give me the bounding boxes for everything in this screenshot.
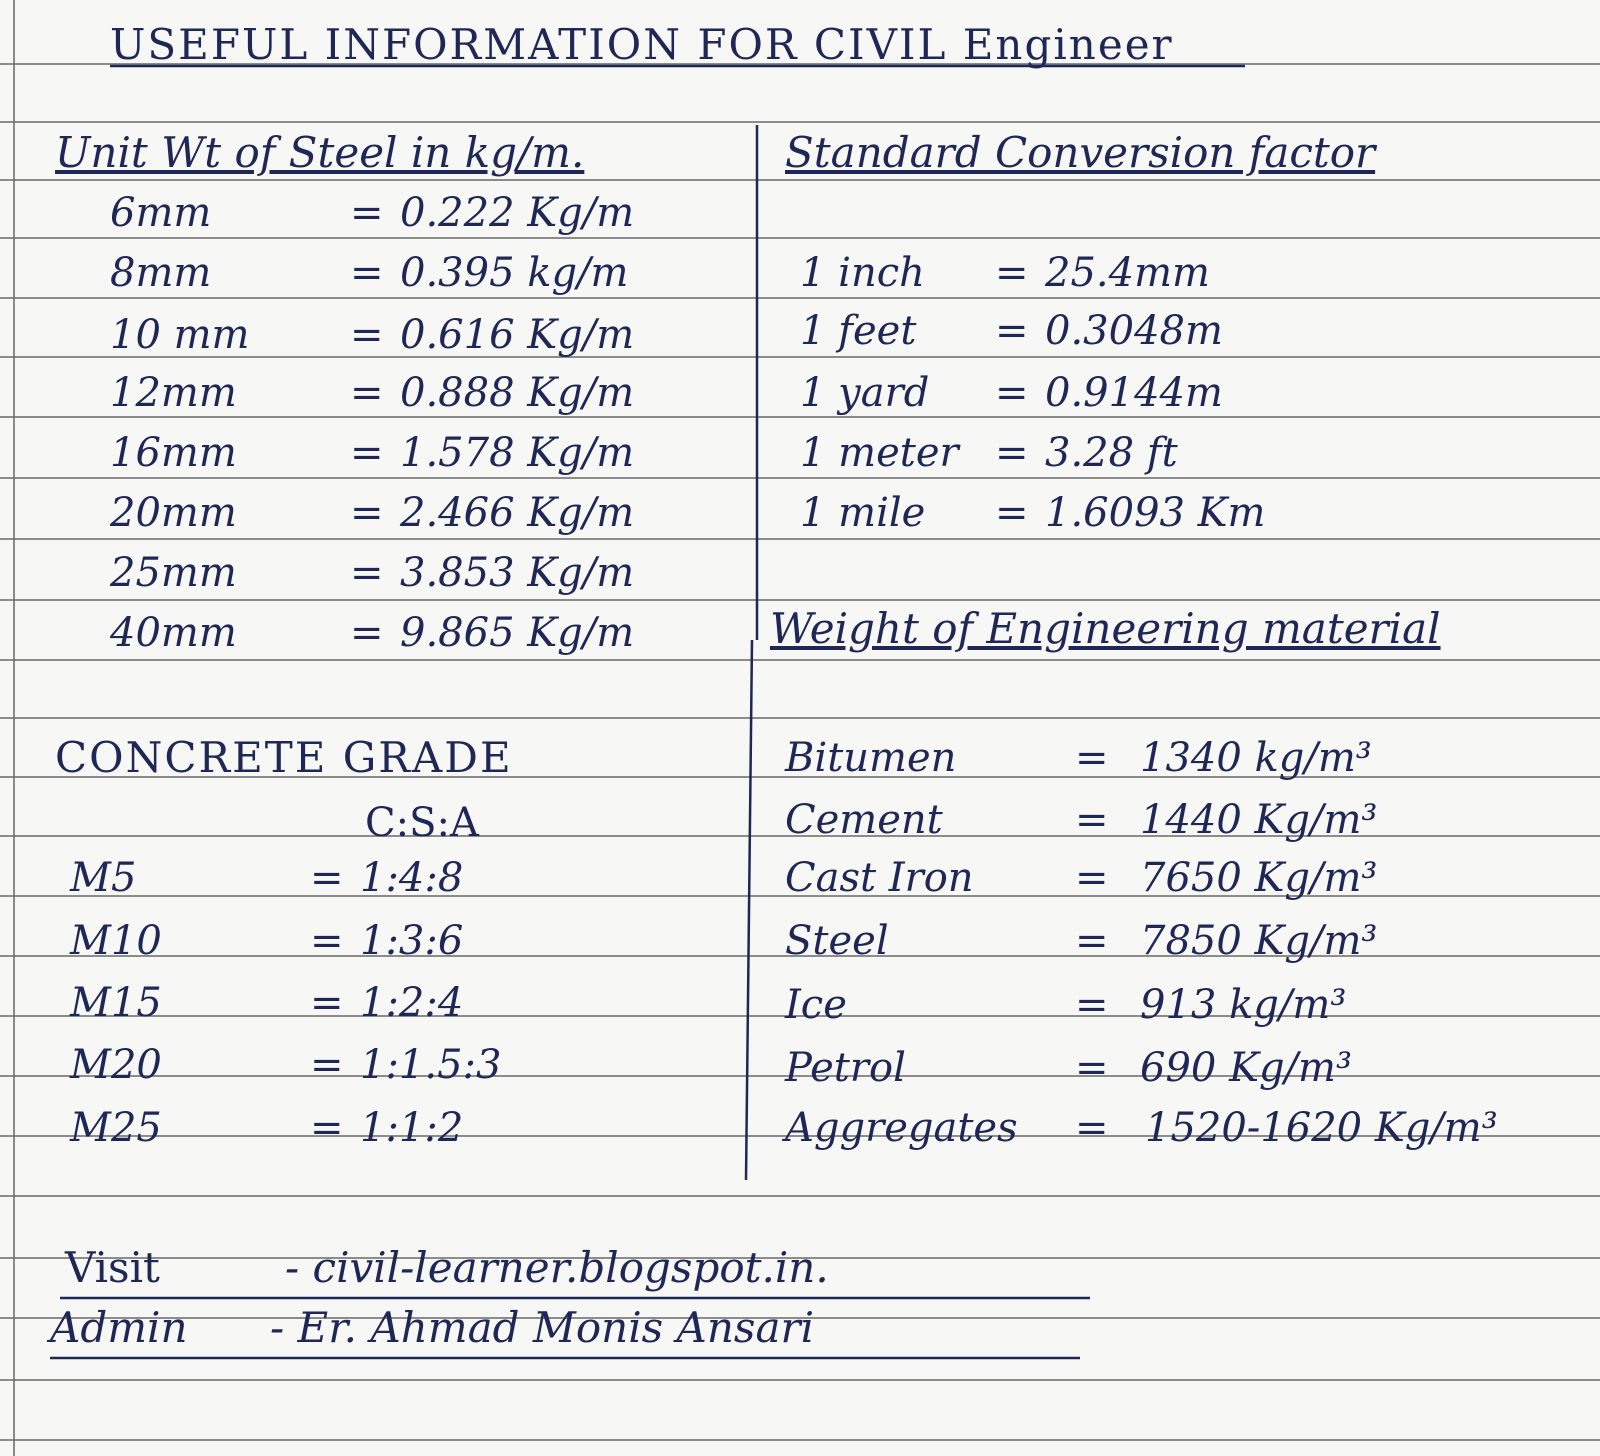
equals-sign: = bbox=[350, 430, 384, 476]
admin-name: - Er. Ahmad Monis Ansari bbox=[270, 1303, 815, 1352]
equals-sign: = bbox=[350, 490, 384, 536]
equals-sign: = bbox=[995, 430, 1029, 476]
conversion-unit: 1 mile bbox=[800, 490, 926, 536]
steel-size: 12mm bbox=[110, 370, 237, 416]
steel-weight: 2.466 Kg/m bbox=[400, 490, 635, 536]
materials-heading: Weight of Engineering material bbox=[770, 604, 1441, 653]
equals-sign: = bbox=[310, 918, 344, 964]
concrete-grade: M20 bbox=[70, 1042, 162, 1088]
equals-sign: = bbox=[350, 312, 384, 358]
concrete-grade: M5 bbox=[70, 855, 137, 901]
concrete-ratio: 1:3:6 bbox=[360, 918, 464, 964]
material-density: 7850 Kg/m³ bbox=[1140, 918, 1378, 964]
equals-sign: = bbox=[1075, 797, 1109, 843]
conversion-unit: 1 feet bbox=[800, 308, 917, 354]
material-density: 1340 kg/m³ bbox=[1140, 735, 1372, 781]
conversion-unit: 1 meter bbox=[800, 430, 959, 476]
concrete-grade: M10 bbox=[70, 918, 162, 964]
equals-sign: = bbox=[350, 250, 384, 296]
visit-url[interactable]: - civil-learner.blogspot.in. bbox=[285, 1243, 829, 1292]
conversion-value: 0.3048m bbox=[1045, 308, 1223, 354]
material-name: Cement bbox=[785, 797, 943, 843]
material-density: 913 kg/m³ bbox=[1140, 982, 1347, 1028]
equals-sign: = bbox=[310, 1105, 344, 1151]
equals-sign: = bbox=[995, 250, 1029, 296]
equals-sign: = bbox=[1075, 855, 1109, 901]
material-name: Aggregates bbox=[785, 1105, 1018, 1151]
visit-label: Visit bbox=[65, 1243, 160, 1292]
material-name: Bitumen bbox=[785, 735, 957, 781]
steel-weight: 1.578 Kg/m bbox=[400, 430, 635, 476]
page-title: USEFUL INFORMATION FOR CIVIL Engineer bbox=[110, 20, 1174, 69]
steel-weight: 0.888 Kg/m bbox=[400, 370, 635, 416]
equals-sign: = bbox=[1075, 735, 1109, 781]
material-density: 1440 Kg/m³ bbox=[1140, 797, 1378, 843]
steel-size: 10 mm bbox=[110, 312, 250, 358]
equals-sign: = bbox=[310, 855, 344, 901]
conversion-unit: 1 inch bbox=[800, 250, 925, 296]
steel-weight: 0.222 Kg/m bbox=[400, 190, 635, 236]
equals-sign: = bbox=[1075, 1105, 1109, 1151]
equals-sign: = bbox=[995, 370, 1029, 416]
equals-sign: = bbox=[350, 550, 384, 596]
conversion-value: 3.28 ft bbox=[1045, 430, 1178, 476]
steel-size: 20mm bbox=[110, 490, 237, 536]
conversion-value: 25.4mm bbox=[1045, 250, 1210, 296]
material-density: 1520-1620 Kg/m³ bbox=[1145, 1105, 1498, 1151]
equals-sign: = bbox=[310, 1042, 344, 1088]
concrete-ratio: 1:1.5:3 bbox=[360, 1042, 502, 1088]
concrete-ratio: 1:1:2 bbox=[360, 1105, 464, 1151]
material-density: 690 Kg/m³ bbox=[1140, 1045, 1352, 1091]
equals-sign: = bbox=[350, 190, 384, 236]
material-name: Cast Iron bbox=[785, 855, 974, 901]
concrete-ratio-label: C:S:A bbox=[365, 800, 479, 846]
conversion-heading: Standard Conversion factor bbox=[785, 128, 1376, 177]
steel-size: 25mm bbox=[110, 550, 237, 596]
equals-sign: = bbox=[1075, 982, 1109, 1028]
steel-size: 8mm bbox=[110, 250, 212, 296]
steel-weight: 3.853 Kg/m bbox=[400, 550, 635, 596]
concrete-grade: M25 bbox=[70, 1105, 162, 1151]
equals-sign: = bbox=[1075, 1045, 1109, 1091]
concrete-ratio: 1:2:4 bbox=[360, 980, 464, 1026]
steel-weight: 0.616 Kg/m bbox=[400, 312, 635, 358]
admin-label: Admin bbox=[50, 1303, 188, 1352]
concrete-heading: CONCRETE GRADE bbox=[55, 733, 513, 782]
concrete-grade: M15 bbox=[70, 980, 162, 1026]
equals-sign: = bbox=[995, 308, 1029, 354]
conversion-value: 0.9144m bbox=[1045, 370, 1223, 416]
steel-size: 16mm bbox=[110, 430, 237, 476]
equals-sign: = bbox=[1075, 918, 1109, 964]
equals-sign: = bbox=[310, 980, 344, 1026]
concrete-ratio: 1:4:8 bbox=[360, 855, 464, 901]
material-name: Petrol bbox=[785, 1045, 906, 1091]
material-density: 7650 Kg/m³ bbox=[1140, 855, 1378, 901]
steel-weight: 0.395 kg/m bbox=[400, 250, 629, 296]
conversion-value: 1.6093 Km bbox=[1045, 490, 1266, 536]
steel-size: 40mm bbox=[110, 610, 237, 656]
steel-heading: Unit Wt of Steel in kg/m. bbox=[55, 128, 585, 177]
equals-sign: = bbox=[350, 370, 384, 416]
equals-sign: = bbox=[995, 490, 1029, 536]
material-name: Steel bbox=[785, 918, 889, 964]
steel-weight: 9.865 Kg/m bbox=[400, 610, 635, 656]
material-name: Ice bbox=[785, 982, 847, 1028]
steel-size: 6mm bbox=[110, 190, 212, 236]
conversion-unit: 1 yard bbox=[800, 370, 930, 416]
equals-sign: = bbox=[350, 610, 384, 656]
